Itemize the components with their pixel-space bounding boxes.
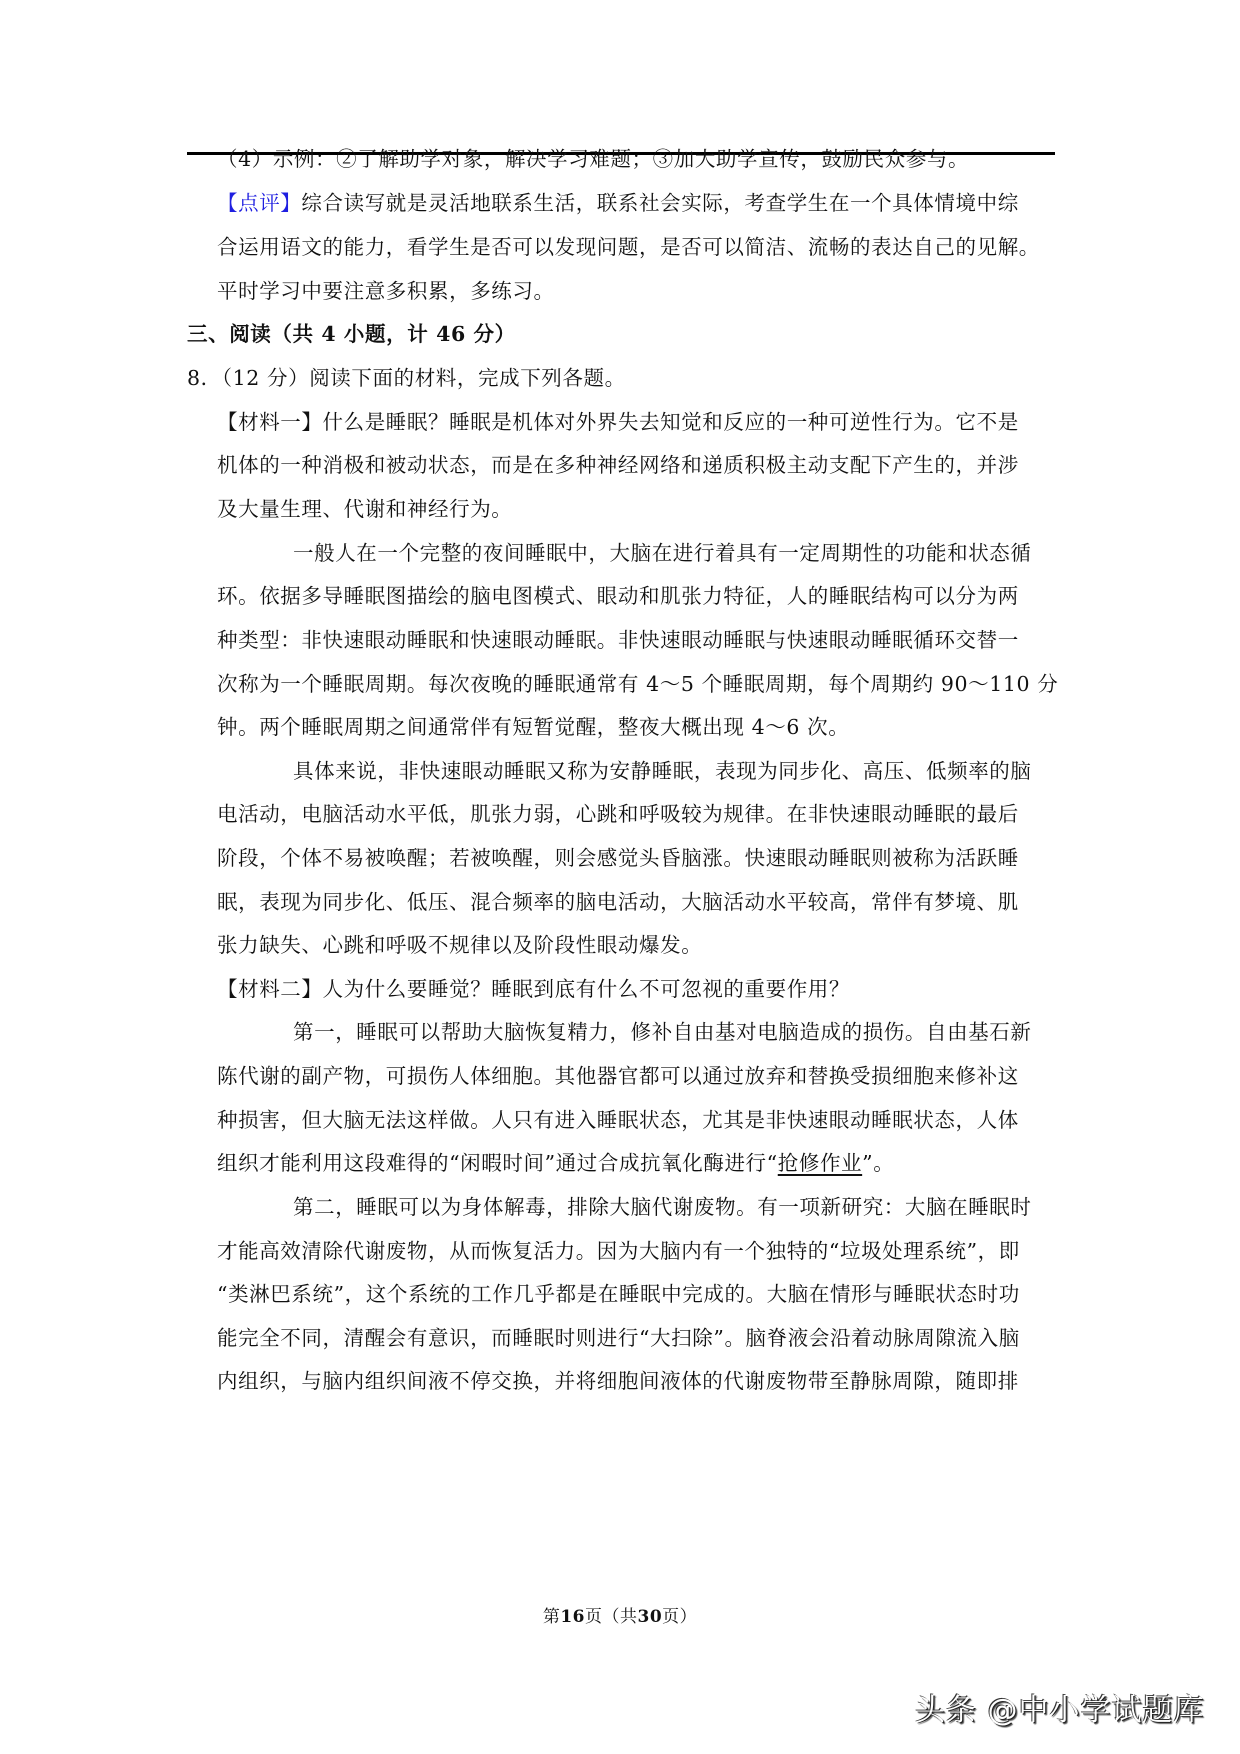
material-2-intro: 人为什么要睡觉？睡眠到底有什么不可忽视的重要作用？ (322, 977, 850, 1001)
material-1-text-1: 什么是睡眠？睡眠是机体对外界失去知觉和反应的一种可逆性行为。它不是 (322, 410, 1019, 434)
footer-prefix: 第 (542, 1607, 561, 1627)
question-8: 8．（12 分）阅读下面的材料，完成下列各题。 (187, 366, 626, 390)
comment-line-2: 合运用语文的能力，看学生是否可以发现问题，是否可以简洁、流畅的表达自己的见解。 (217, 235, 1040, 259)
m2-para2-line-3: “类淋巴系统”，这个系统的工作几乎都是在睡眠中完成的。大脑在情形与睡眠状态时功 (217, 1282, 1020, 1306)
m1-para3-line-1: 具体来说，非快速眼动睡眠又称为安静睡眠，表现为同步化、高压、低频率的脑 (293, 759, 1032, 783)
material-2-tag: 【材料二】 (217, 977, 323, 1001)
comment-tag: 【点评】 (217, 191, 302, 215)
m1-para2-line-1: 一般人在一个完整的夜间睡眠中，大脑在进行着具有一定周期性的功能和状态循 (293, 541, 1032, 565)
m2-para1-line-3: 种损害，但大脑无法这样做。人只有进入睡眠状态，尤其是非快速眼动睡眠状态，人体 (217, 1108, 1019, 1132)
m2-para1-line-1: 第一，睡眠可以帮助大脑恢复精力，修补自由基对电脑造成的损伤。自由基石新 (293, 1020, 1032, 1044)
material-1-tag: 【材料一】 (217, 410, 323, 434)
source-watermark: 头条 @中小学试题库 (915, 1693, 1205, 1728)
m1-para2-line-3: 种类型：非快速眼动睡眠和快速眼动睡眠。非快速眼动睡眠与快速眼动睡眠循环交替一 (217, 628, 1019, 652)
m1-para3-line-3: 阶段，个体不易被唤醒；若被唤醒，则会感觉头昏脑涨。快速眼动睡眠则被称为活跃睡 (217, 846, 1019, 870)
answer-4-prefix: （4）示例： (217, 147, 337, 171)
total-pages: 30 (637, 1607, 663, 1627)
m2-para2-line-1: 第二，睡眠可以为身体解毒，排除大脑代谢废物。有一项新研究：大脑在睡眠时 (293, 1195, 1032, 1219)
m2-para1-line-4-after: ”。 (862, 1151, 895, 1175)
section-heading: 三、阅读（共 4 小题，计 46 分） (187, 322, 516, 346)
m1-para3-line-5: 张力缺失、心跳和呼吸不规律以及阶段性眼动爆发。 (217, 933, 703, 957)
material-1-line-1 (217, 405, 1019, 439)
page-footer (0, 1602, 1240, 1627)
material-2-intro-line (217, 972, 850, 1006)
m2-para2-line-5: 内组织，与脑内组织间液不停交换，并将细胞间液体的代谢废物带至静脉周隙，随即排 (217, 1369, 1019, 1393)
comment-line-1 (217, 186, 1019, 220)
footer-mid: 页（共 (585, 1607, 638, 1627)
m1-para3-line-2: 电活动，电脑活动水平低，肌张力弱，心跳和呼吸较为规律。在非快速眼动睡眠的最后 (217, 802, 1019, 826)
material-1-line-2: 机体的一种消极和被动状态，而是在多种神经网络和递质积极主动支配下产生的，并涉 (217, 453, 1019, 477)
material-1-line-3: 及大量生理、代谢和神经行为。 (217, 497, 513, 521)
m2-para1-line-4-before: 组织才能利用这段难得的“闲暇时间”通过合成抗氧化酶进行“ (217, 1151, 778, 1175)
m2-para1-line-2: 陈代谢的副产物，可损伤人体细胞。其他器官都可以通过放弃和替换受损细胞来修补这 (217, 1064, 1019, 1088)
m1-para2-line-4: 次称为一个睡眠周期。每次夜晚的睡眠通常有 4～5 个睡眠周期，每个周期约 90～110 分 (217, 672, 1059, 696)
comment-text-1: 综合读写就是灵活地联系生活，联系社会实际，考查学生在一个具体情境中综 (301, 191, 1019, 215)
footer-suffix: 页） (662, 1607, 698, 1627)
comment-line-3: 平时学习中要注意多积累，多练习。 (217, 279, 555, 303)
m2-para2-line-4: 能完全不同，清醒会有意识，而睡眠时则进行“大扫除”。脑脊液会沿着动脉周隙流入脑 (217, 1326, 1020, 1350)
m1-para2-line-5: 钟。两个睡眠周期之间通常伴有短暂觉醒，整夜大概出现 4～6 次。 (217, 715, 850, 739)
m1-para2-line-2: 环。依据多导睡眠图描绘的脑电图模式、眼动和肌张力特征，人的睡眠结构可以分为两 (217, 584, 1019, 608)
m1-para3-line-4: 眠，表现为同步化、低压、混合频率的脑电活动，大脑活动水平较高，常伴有梦境、肌 (217, 890, 1019, 914)
underlined-phrase: 抢修作业 (777, 1151, 863, 1175)
m2-para2-line-2: 才能高效清除代谢废物，从而恢复活力。因为大脑内有一个独特的“垃圾处理系统”，即 (217, 1239, 1020, 1263)
m2-para1-line-4 (217, 1146, 894, 1180)
answer-4-text: ②了解助学对象，解决学习难题；③加大助学宣传，鼓励民众参与。 (336, 147, 970, 171)
answer-4-line (217, 142, 969, 176)
current-page-number: 16 (560, 1607, 585, 1627)
